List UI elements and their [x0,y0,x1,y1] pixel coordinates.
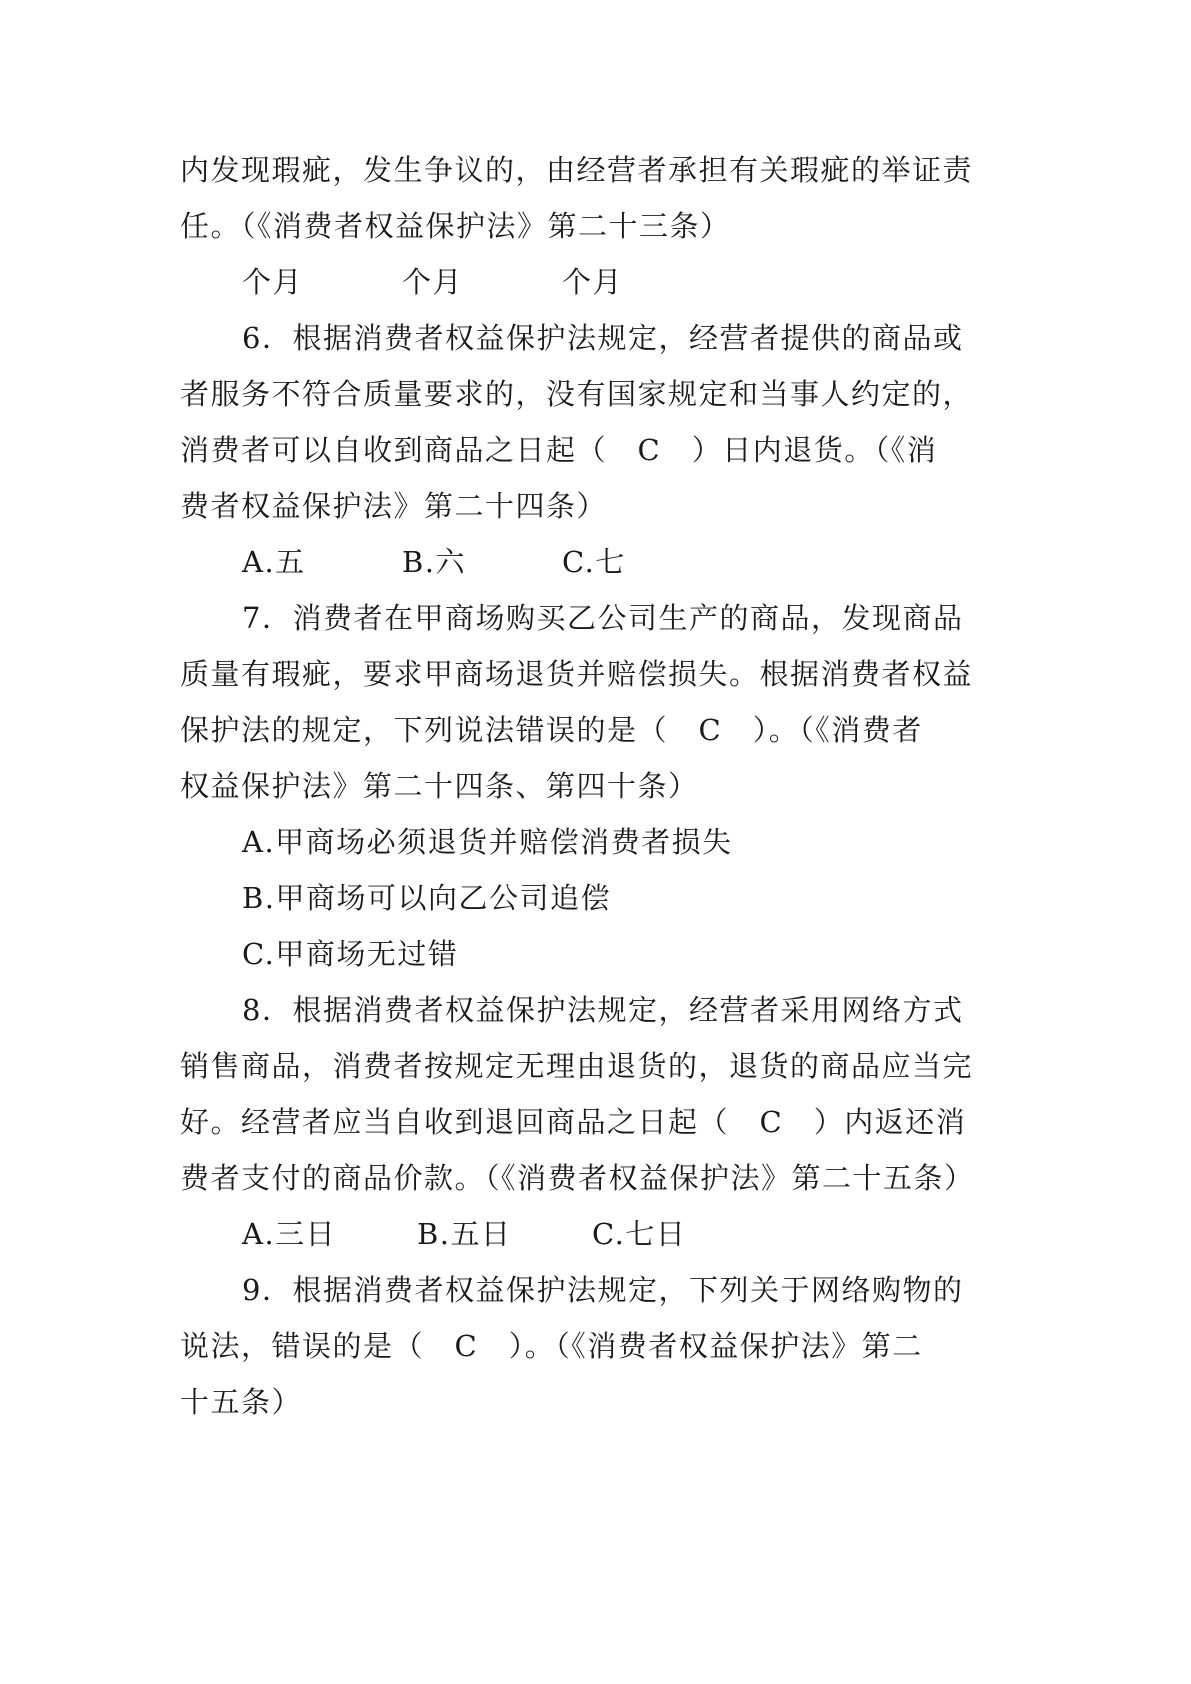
question-text-line: 8．根据消费者权益保护法规定，经营者采用网络方式 [242,993,964,1027]
option-b: B.五日 [417,1217,512,1251]
question-text-line: 权益保护法》第二十四条、第四十条） [180,769,699,803]
answer-options [180,1206,1020,1262]
option-b: B.六 [402,545,467,579]
question-text-line: 十五条） [180,1385,303,1419]
question-text-line: 费者支付的商品价款。（《消费者权益保护法》第二十五条） [180,1161,975,1195]
option-c: C.七日 [592,1217,687,1251]
question-8 [180,982,1020,1262]
question-text-line: 消费者可以自收到商品之日起（ C ）日内退货。（《消 [180,433,938,467]
option-a: 个月 [242,265,304,299]
document-body [180,142,1020,1430]
question-text-line: 任。（《消费者权益保护法》第二十三条） [180,209,731,243]
option-c: C.七 [562,545,626,579]
question-text-line: 好。经营者应当自收到退回商品之日起（ C ）内返还消 [180,1105,967,1139]
option-b: B.甲商场可以向乙公司追偿 [242,881,612,915]
question-7 [180,590,1020,982]
question-text-line: 内发现瑕疵，发生争议的，由经营者承担有关瑕疵的举证责 [180,153,974,187]
question-text-line: 6．根据消费者权益保护法规定，经营者提供的商品或 [242,321,964,355]
question-text-line: 说法，错误的是（ C ）。（《消费者权益保护法》第二 [180,1329,923,1363]
option-b: 个月 [402,265,464,299]
question-text-line: 保护法的规定，下列说法错误的是（ C ）。（《消费者 [180,713,923,747]
answer-options [180,254,1020,310]
question-text-line: 9．根据消费者权益保护法规定，下列关于网络购物的 [242,1273,964,1307]
option-a: A.甲商场必须退货并赔偿消费者损失 [242,825,733,859]
option-a: A.五 [242,545,306,579]
question-9 [180,1262,1020,1430]
question-text-line: 7．消费者在甲商场购买乙公司生产的商品，发现商品 [242,601,964,635]
question-text-line: 者服务不符合质量要求的，没有国家规定和当事人约定的， [180,377,974,411]
answer-options [180,534,1020,590]
option-a: A.三日 [242,1217,337,1251]
question-text-line: 质量有瑕疵，要求甲商场退货并赔偿损失。根据消费者权益 [180,657,974,691]
option-c: C.甲商场无过错 [242,937,459,971]
question-text-line: 销售商品，消费者按规定无理由退货的，退货的商品应当完 [180,1049,974,1083]
question-6 [180,310,1020,590]
option-c: 个月 [562,265,624,299]
question-text-line: 费者权益保护法》第二十四条） [180,489,608,523]
question-5-continuation [180,142,1020,310]
